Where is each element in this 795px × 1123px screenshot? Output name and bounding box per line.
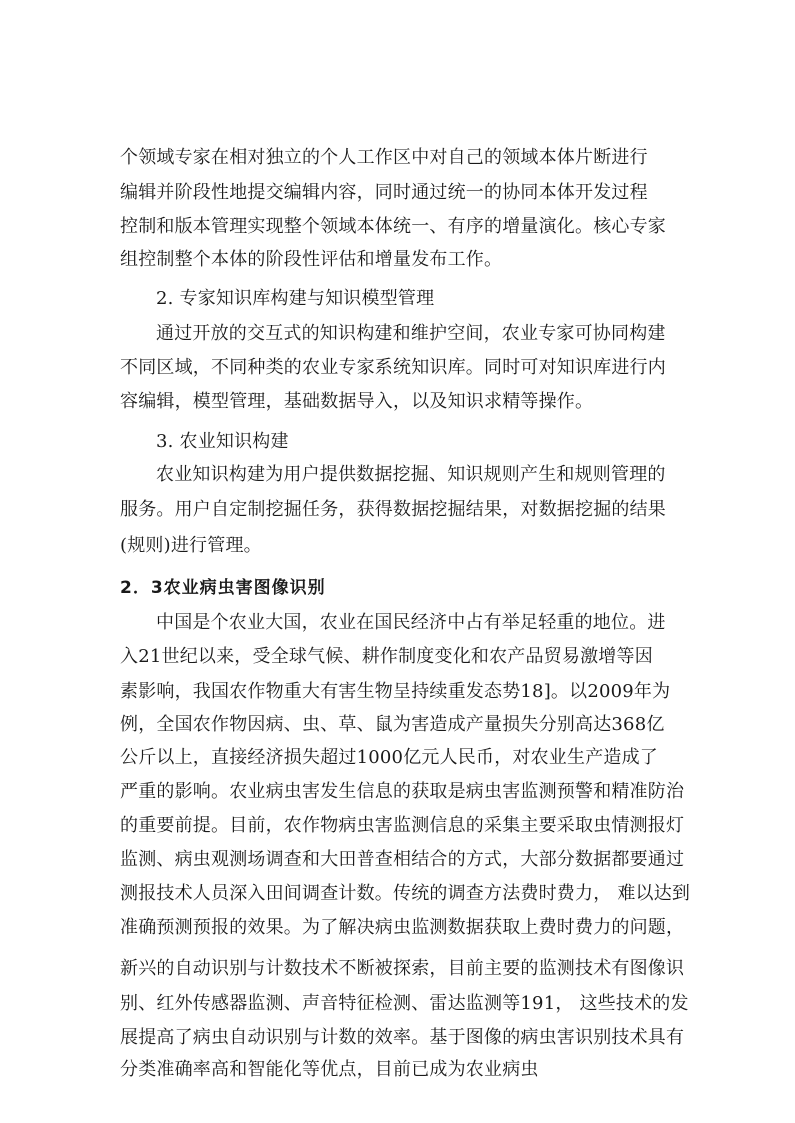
para-2-3-line-7: 的重要前提。目前，农作物病虫害监测信息的采集主要采取虫情测报灯 <box>120 815 685 836</box>
para-2-3-line-6: 严重的影响。农业病虫害发生信息的获取是病虫害监测预警和精准防治 <box>120 781 685 802</box>
intro-line-1: 个领域专家在相对独立的个人工作区中对自己的领域本体片断进行 <box>120 147 648 168</box>
intro-line-3: 控制和版本管理实现整个领域本体统一、有序的增量演化。核心专家 <box>120 216 666 237</box>
intro-line-2: 编辑并阶段性地提交编辑内容，同时通过统一的协同本体开发过程 <box>120 182 648 203</box>
section-2-line-1: 通过开放的交互式的知识构建和维护空间，农业专家可协同构建 <box>156 323 666 344</box>
section-2-title: 2. 专家知识库构建与知识模型管理 <box>156 288 435 309</box>
section-3-line-2: 服务。用户自定制挖掘任务，获得数据挖掘结果，对数据挖掘的结果 <box>120 499 666 520</box>
para-2-3-line-9: 测报技术人员深入田间调查计数。传统的调查方法费时费力， 难以达到 <box>120 883 691 904</box>
section-3-line-3: (规则)进行管理。 <box>120 535 262 556</box>
para-2-3-line-10: 准确预测预报的效果。为了解决病虫监测数据获取上费时费力的问题， <box>120 917 685 938</box>
section-2-line-3: 容编辑，模型管理，基础数据导入，以及知识求精等操作。 <box>120 391 594 412</box>
para-2-3-line-12: 别、红外传感器监测、声音特征检测、雷达监测等191， 这些技术的发 <box>120 993 689 1014</box>
para-2-3-line-8: 监测、病虫观测场调查和大田普查相结合的方式，大部分数据都要通过 <box>120 849 685 870</box>
para-2-3-line-13: 展提高了病虫自动识别与计数的效率。基于图像的病虫害识别技术具有 <box>120 1027 685 1048</box>
para-2-3-line-5: 公斤以上，直接经济损失超过1000亿元人民币，对农业生产造成了 <box>120 747 659 768</box>
para-2-3-line-4: 例，全国农作物因病、虫、草、鼠为害造成产量损失分别高达368亿 <box>120 714 665 735</box>
section-3-title: 3. 农业知识构建 <box>156 431 289 452</box>
section-3-line-1: 农业知识构建为用户提供数据挖掘、知识规则产生和规则管理的 <box>156 464 666 485</box>
para-2-3-line-2: 入21世纪以来，受全球气候、耕作制度变化和农产品贸易激增等因 <box>120 646 653 667</box>
para-2-3-line-1: 中国是个农业大国，农业在国民经济中占有举足轻重的地位。进 <box>156 612 666 633</box>
para-2-3-line-11: 新兴的自动识别与计数技术不断被探索，目前主要的监测技术有图像识 <box>120 958 685 979</box>
section-2-line-2: 不同区域，不同种类的农业专家系统知识库。同时可对知识库进行内 <box>120 357 666 378</box>
para-2-3-line-3: 素影响，我国农作物重大有害生物呈持续重发态势18]。以2009年为 <box>120 681 671 702</box>
section-heading-2-3: 2．3农业病虫害图像识别 <box>120 578 326 598</box>
intro-line-4: 组控制整个本体的阶段性评估和增量发布工作。 <box>120 249 503 270</box>
para-2-3-line-14: 分类准确率高和智能化等优点，目前已成为农业病虫 <box>120 1059 539 1080</box>
